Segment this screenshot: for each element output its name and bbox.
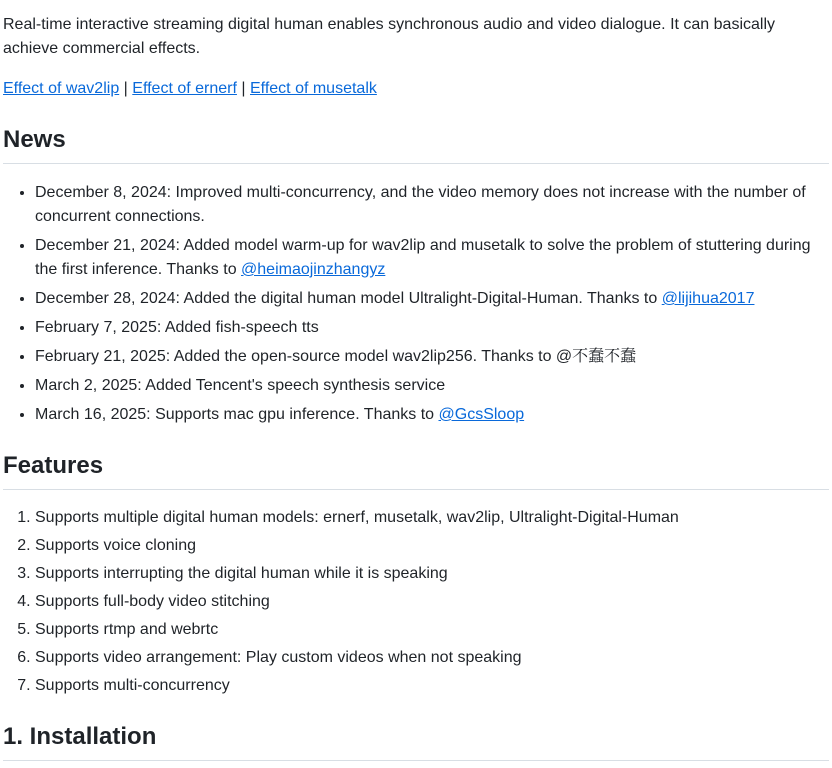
- news-item: [35, 402, 829, 427]
- feature-item: 6. Supports video arrangement: Play custom videos when not speaking: [35, 646, 829, 670]
- installation-heading: 1. Installation: [3, 722, 829, 761]
- effect-ernerf-link[interactable]: Effect of ernerf: [132, 80, 237, 97]
- effect-musetalk-link[interactable]: Effect of musetalk: [250, 80, 377, 97]
- news-item-text: December 21, 2024: Added model warm-up for wav2lip and musetalk to solve the problem of stuttering during the first inference. Thanks to: [35, 237, 811, 278]
- news-item: [35, 233, 829, 282]
- feature-item: 4. Supports full-body video stitching: [35, 590, 829, 614]
- news-item-text: March 2, 2025: Added Tencent's speech synthesis service: [35, 377, 446, 394]
- intro-paragraph: Real-time interactive streaming digital human enables synchronous audio and video dialogue. It can basically achieve commercial effects.: [3, 16, 775, 57]
- news-item: [35, 180, 829, 229]
- feature-item: 3. Supports interrupting the digital human while it is speaking: [35, 562, 829, 586]
- feature-item: 5. Supports rtmp and webrtc: [35, 618, 829, 642]
- features-list: [3, 506, 829, 698]
- news-item: [35, 373, 829, 398]
- news-item: [35, 286, 829, 311]
- user-link-heimaojinzhangyz[interactable]: @heimaojinzhangyz: [241, 261, 386, 278]
- news-item-text: February 21, 2025: Added the open-source model wav2lip256. Thanks to @不蠢不蠢: [35, 348, 637, 365]
- news-item: [35, 344, 829, 369]
- features-heading: Features: [3, 451, 829, 490]
- link-separator: |: [123, 80, 133, 97]
- user-link-lijihua2017[interactable]: @lijihua2017: [661, 290, 755, 307]
- news-item-text: March 16, 2025: Supports mac gpu inference. Thanks to: [35, 406, 439, 423]
- news-heading: News: [3, 125, 829, 164]
- feature-item: 1. Supports multiple digital human models: ernerf, musetalk, wav2lip, Ultralight-Digital-Human: [35, 506, 829, 530]
- feature-item: 7. Supports multi-concurrency: [35, 674, 829, 698]
- effect-links: [3, 77, 829, 101]
- news-item: [35, 315, 829, 340]
- link-separator: |: [241, 80, 250, 97]
- news-item-text: February 7, 2025: Added fish-speech tts: [35, 319, 319, 336]
- news-item-text: December 28, 2024: Added the digital human model Ultralight-Digital-Human. Thanks to: [35, 290, 662, 307]
- feature-item: 2. Supports voice cloning: [35, 534, 829, 558]
- user-link-gcssloop[interactable]: @GcsSloop: [438, 406, 525, 423]
- news-list: [3, 180, 829, 427]
- news-item-text: December 8, 2024: Improved multi-concurrency, and the video memory does not increase with the number of concurrent connections.: [35, 184, 806, 225]
- effect-wav2lip-link[interactable]: Effect of wav2lip: [3, 80, 120, 97]
